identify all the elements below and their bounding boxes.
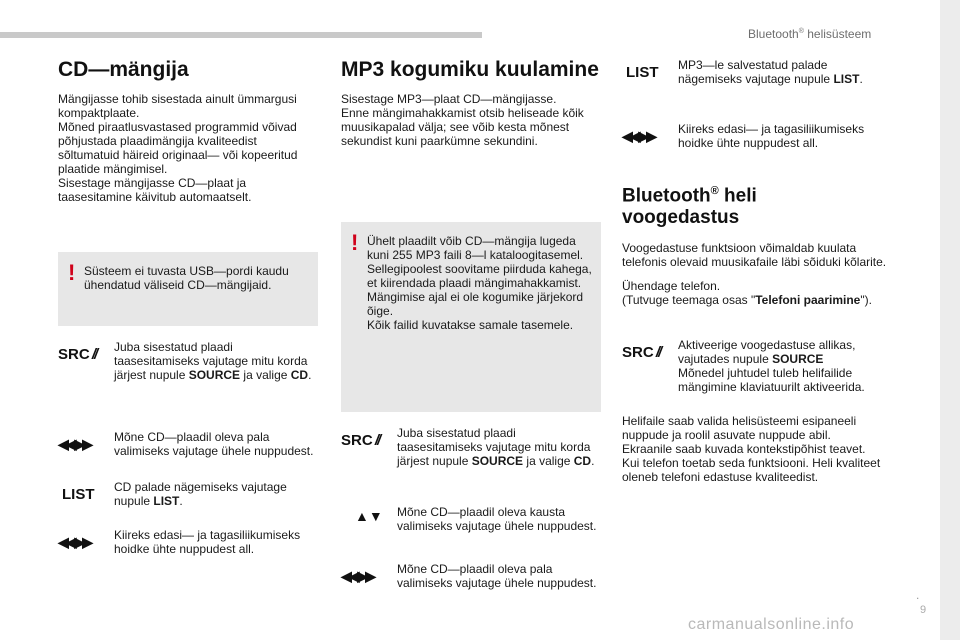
src-button-icon: SRC // (622, 344, 661, 361)
cd-item-fast (58, 528, 318, 560)
bluetooth-item-source-text: Aktiveerige voogedastuse allikas, vajutades nupule SOURCE Mõnedel juhtudel tuleb helifailide mängimine klaviatuurilt aktiveerida. (678, 338, 865, 394)
cd-intro: Mängijasse tohib sisestada ainult ümmargusi kompaktplaate. Mõned piraatlusvastased programmid võivad põhjustada plaadimängija kvaliteedist sõltumatuid häireid originaal— või kopeeritud plaatide mängimisel. Sisestage mängijasse CD—plaat ja taasesitamine käivitub automaatselt. (58, 92, 298, 204)
mp3-section (341, 58, 601, 148)
cd-item-list-text: CD palade nägemiseks vajutage nupule LIST. (114, 480, 287, 508)
bluetooth-outro: Helifaile saab valida helisüsteemi esipaneeli nuppude ja roolil asuvate nuppude abil. Ekraanile saab kuvada kontekstipõhist teavet. Kui telefon toetab seda funktsiooni. Heli kvaliteet oleneb telefoni edastuse kvaliteedist. (622, 414, 881, 484)
cd-item-track-text: Mõne CD—plaadil oleva pala valimiseks vajutage ühele nuppudest. (114, 430, 314, 458)
bluetooth-connect: Ühendage telefon. (622, 279, 721, 294)
seek-buttons-icon: ◀◀ ▶▶ (341, 568, 373, 584)
section-title-cd: CD—mängija (58, 58, 189, 81)
seek-buttons-icon: ◀◀ ▶▶ (58, 534, 90, 550)
up-down-buttons-icon: ▲▼ (355, 508, 383, 524)
warning-icon: ! (68, 260, 76, 285)
bluetooth-intro: Voogedastuse funktsioon võimaldab kuulata telefonis olevaid muusikafaile läbi sõiduki kõlarite. (622, 241, 887, 270)
cd-warning-box (58, 252, 318, 326)
mp3-item-source (341, 426, 601, 486)
mp3-item-source-text: Juba sisestatud plaadi taasesitamiseks vajutage mitu korda järjest nupule SOURCE ja valige CD. (397, 426, 595, 468)
cd-warning-text: Süsteem ei tuvasta USB—pordi kaudu ühendatud väliseid CD—mängijaid. (84, 264, 289, 292)
mp3-item-list (622, 58, 892, 90)
bluetooth-connect-ref: (Tutvuge teemaga osas "Telefoni paarimine"). (622, 293, 872, 308)
mp3-item-track-text: Mõne CD—plaadil oleva pala valimiseks vajutage ühele nuppudest. (397, 562, 597, 590)
list-button-icon: LIST (626, 64, 659, 81)
bluetooth-outro-block (622, 414, 892, 484)
cd-item-fast-text: Kiireks edasi— ja tagasiliikumiseks hoidke ühte nuppudest all. (114, 528, 301, 556)
mp3-warning-box (341, 222, 601, 412)
warning-icon: ! (351, 230, 359, 255)
mp3-item-folder (341, 505, 601, 549)
mp3-item-folder-text: Mõne CD—plaadil oleva kausta valimiseks vajutage ühele nuppudest. (397, 505, 597, 533)
mp3-item-list-text: MP3—le salvestatud palade nägemiseks vajutage nupule LIST. (678, 58, 863, 86)
seek-buttons-icon: ◀◀ ▶▶ (622, 128, 654, 144)
section-title-mp3: MP3 kogumiku kuulamine (341, 58, 599, 81)
list-button-icon: LIST (62, 486, 95, 503)
cd-item-source-text: Juba sisestatud plaadi taasesitamiseks vajutage mitu korda järjest nupule SOURCE ja valige CD. (114, 340, 312, 382)
page-number: 9 (920, 604, 927, 616)
cd-player-section (58, 58, 318, 204)
mp3-intro: Sisestage MP3—plaat CD—mängijasse. Enne mängimahakkamist otsib heliseade kõik muusikapalad välja; see võib kesta mõnest sekundist kuni paarkümne sekundini. (341, 92, 584, 148)
page-header: Bluetooth® helisüsteem (748, 27, 872, 41)
section-title-bluetooth: Bluetooth® heli voogedastus (622, 185, 757, 229)
mp3-warning-text: Ühelt plaadilt võib CD—mängija lugeda kuni 255 MP3 faili 8—l kataloogitasemel. Sellegipoolest soovitame piirduda kahega, et kiirendada plaadi mängimahakkamist. Mängimise ajal ei ole kogumike järjekord õige. Kõik failid kuvatakse samale tasemele. (367, 234, 592, 332)
edge-tab (940, 0, 960, 640)
cd-item-source (58, 340, 318, 400)
src-button-icon: SRC // (58, 346, 97, 363)
header-rule (0, 32, 482, 38)
cd-item-track (58, 430, 318, 474)
mp3-item-fast (622, 122, 892, 154)
watermark-text: carmanualsonline.info (688, 616, 855, 633)
src-button-icon: SRC // (341, 432, 380, 449)
footer-dots: . (916, 588, 920, 602)
bluetooth-streaming-section (622, 180, 892, 307)
seek-buttons-icon: ◀◀ ▶▶ (58, 436, 90, 452)
mp3-item-fast-text: Kiireks edasi— ja tagasiliikumiseks hoidke ühte nuppudest all. (678, 122, 865, 150)
bluetooth-item-source (622, 338, 892, 398)
mp3-item-track (341, 562, 601, 606)
cd-item-list (58, 480, 318, 512)
